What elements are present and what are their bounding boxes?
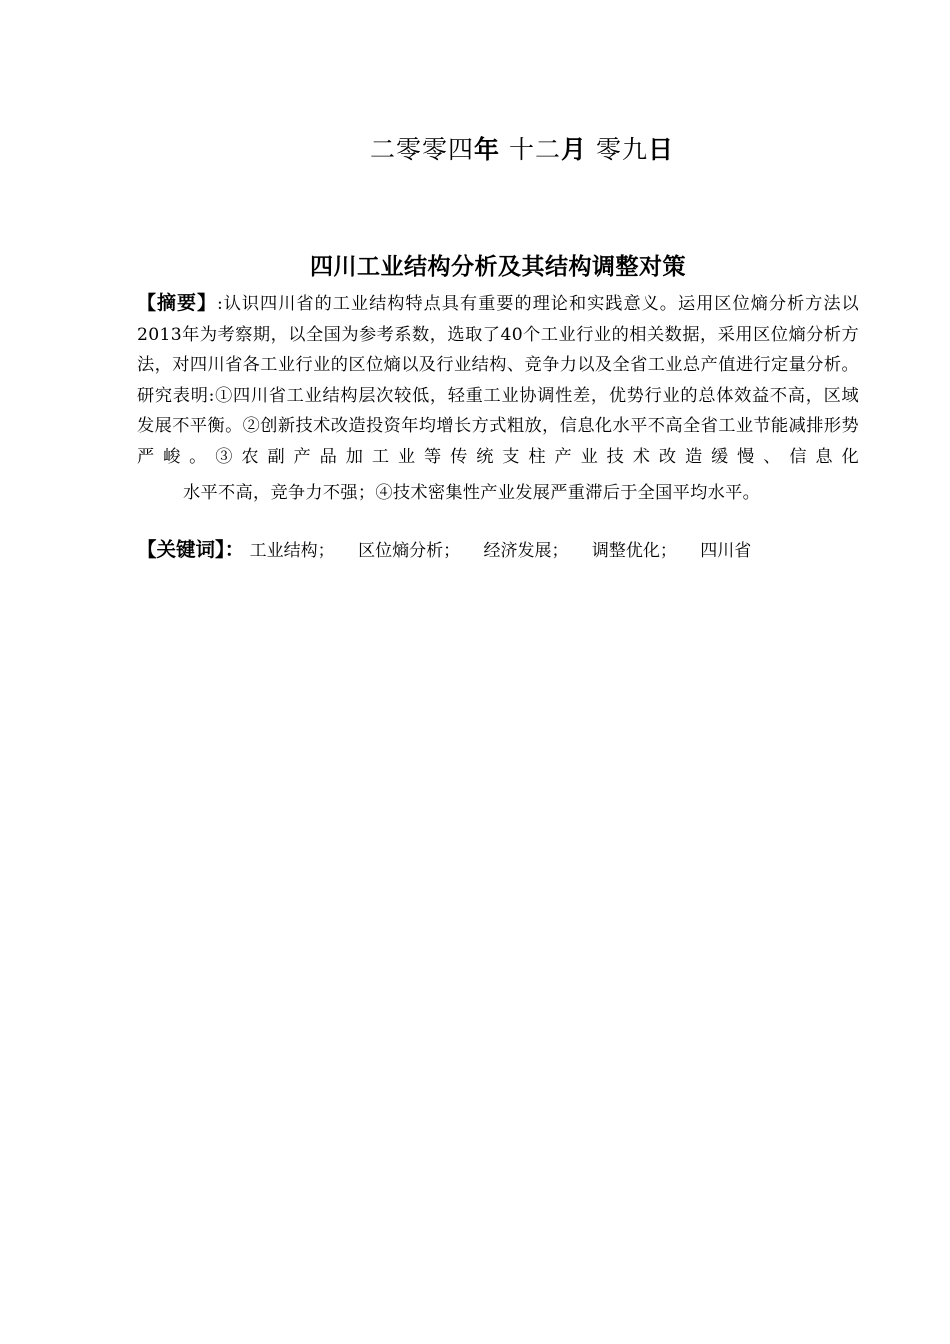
abstract-colon: :: [216, 294, 224, 314]
keywords-line: [137, 535, 751, 566]
date-year-unit: 年: [474, 135, 501, 164]
keyword-item: 经济发展；: [483, 541, 569, 561]
report-date: [0, 130, 950, 166]
keyword-item: 区位熵分析；: [358, 541, 461, 561]
date-month-number: 十二: [508, 135, 561, 164]
keyword-item: 工业结构；: [249, 541, 335, 561]
keywords-label: 【关键词】：: [137, 538, 245, 561]
keyword-item: 四川省: [700, 541, 752, 561]
date-day-number: 零九: [595, 135, 648, 164]
date-month-unit: 月: [561, 135, 588, 164]
abstract-paragraph: [137, 288, 859, 472]
abstract-label: 【摘要】: [137, 292, 217, 314]
abstract-last-line: 水平不高，竞争力不强；④技术密集性产业发展严重滞后于全国平均水平。: [183, 483, 761, 503]
keyword-item: 调整优化；: [591, 541, 677, 561]
date-day-unit: 日: [647, 135, 674, 164]
date-year-number: 二零零四: [370, 135, 475, 164]
abstract-body: 认识四川省的工业结构特点具有重要的理论和实践意义。运用区位熵分析方法以2013年为考察期，以全国为参考系数，选取了40个工业行业的相关数据，采用区位熵分析方法，对四川省各工业行业的区位熵以及行业结构、竞争力以及全省工业总产值进行定量分析。研究表明:①四川省工业结构层次较低，轻重工业协调性差，优势行业的总体效益不高，区域发展不平衡。②创新技术改造投资年均增长方式粗放，信息化水平不高全省工业节能减排形势严峻。③农副产品加工业等传统支柱产业技术改造缓慢、信息化: [137, 294, 859, 467]
paper-title: 四川工业结构分析及其结构调整对策: [310, 254, 686, 280]
